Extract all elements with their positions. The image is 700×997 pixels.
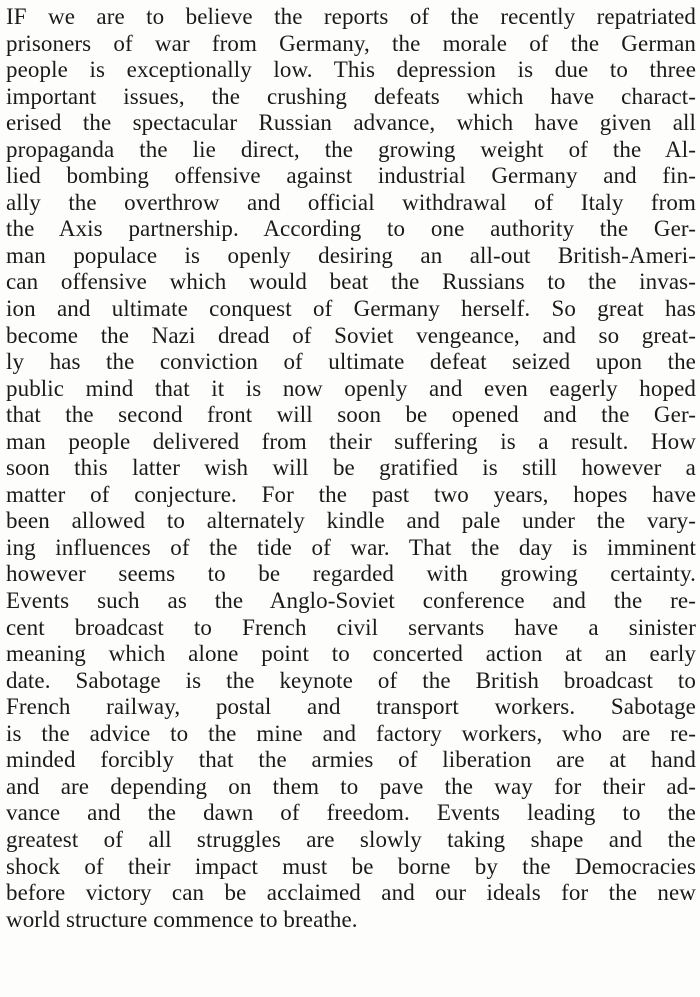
text-line: can offensive which would beat the Russians to the invas- xyxy=(6,269,696,295)
text-line: French railway, postal and transport workers. Sabotage xyxy=(6,694,696,720)
text-line: Events such as the Anglo-Soviet conference and the re- xyxy=(6,588,696,614)
text-line: the Axis partnership. According to one authority the Ger- xyxy=(6,216,696,242)
text-line: however seems to be regarded with growing certainty. xyxy=(6,561,696,587)
text-line: date. Sabotage is the keynote of the British broadcast to xyxy=(6,667,696,693)
text-line: ion and ultimate conquest of Germany herself. So great has xyxy=(6,296,696,322)
text-line: before victory can be acclaimed and our ideals for the new xyxy=(6,880,696,906)
text-line: shock of their impact must be borne by the Democracies xyxy=(6,853,696,879)
text-line: ally the overthrow and official withdrawal of Italy from xyxy=(6,189,696,215)
article-text xyxy=(6,4,696,933)
text-line: IF we are to believe the reports of the recently repatriated xyxy=(6,4,696,29)
text-line: erised the spectacular Russian advance, which have given all xyxy=(6,110,696,136)
text-line: ly has the conviction of ultimate defeat seized upon the xyxy=(6,349,696,375)
text-line: ing influences of the tide of war. That the day is imminent xyxy=(6,534,696,560)
text-line: become the Nazi dread of Soviet vengeance, and so great- xyxy=(6,322,696,348)
text-line: been allowed to alternately kindle and pale under the vary- xyxy=(6,508,696,534)
text-line: soon this latter wish will be gratified is still however a xyxy=(6,455,696,481)
text-line: cent broadcast to French civil servants have a sinister xyxy=(6,614,696,640)
text-line: people is exceptionally low. This depression is due to three xyxy=(6,57,696,83)
text-line: propaganda the lie direct, the growing weight of the Al- xyxy=(6,136,696,162)
text-line: and are depending on them to pave the way for their ad- xyxy=(6,773,696,799)
text-line: important issues, the crushing defeats which have charact- xyxy=(6,83,696,109)
text-line: greatest of all struggles are slowly taking shape and the xyxy=(6,826,696,852)
text-line: matter of conjecture. For the past two years, hopes have xyxy=(6,481,696,507)
text-line: meaning which alone point to concerted action at an early xyxy=(6,641,696,667)
text-line: that the second front will soon be opened and the Ger- xyxy=(6,402,696,428)
text-line: is the advice to the mine and factory workers, who are re- xyxy=(6,720,696,746)
text-line: public mind that it is now openly and even eagerly hoped xyxy=(6,375,696,401)
text-line: man populace is openly desiring an all-out British-Ameri- xyxy=(6,242,696,268)
text-line: vance and the dawn of freedom. Events leading to the xyxy=(6,800,696,826)
text-line: prisoners of war from Germany, the morale of the German xyxy=(6,30,696,56)
text-line-last: world structure commence to breathe. xyxy=(6,906,358,932)
text-line: man people delivered from their suffering is a result. How xyxy=(6,428,696,454)
text-line: minded forcibly that the armies of liberation are at hand xyxy=(6,747,696,773)
text-line: lied bombing offensive against industrial Germany and fin- xyxy=(6,163,696,189)
